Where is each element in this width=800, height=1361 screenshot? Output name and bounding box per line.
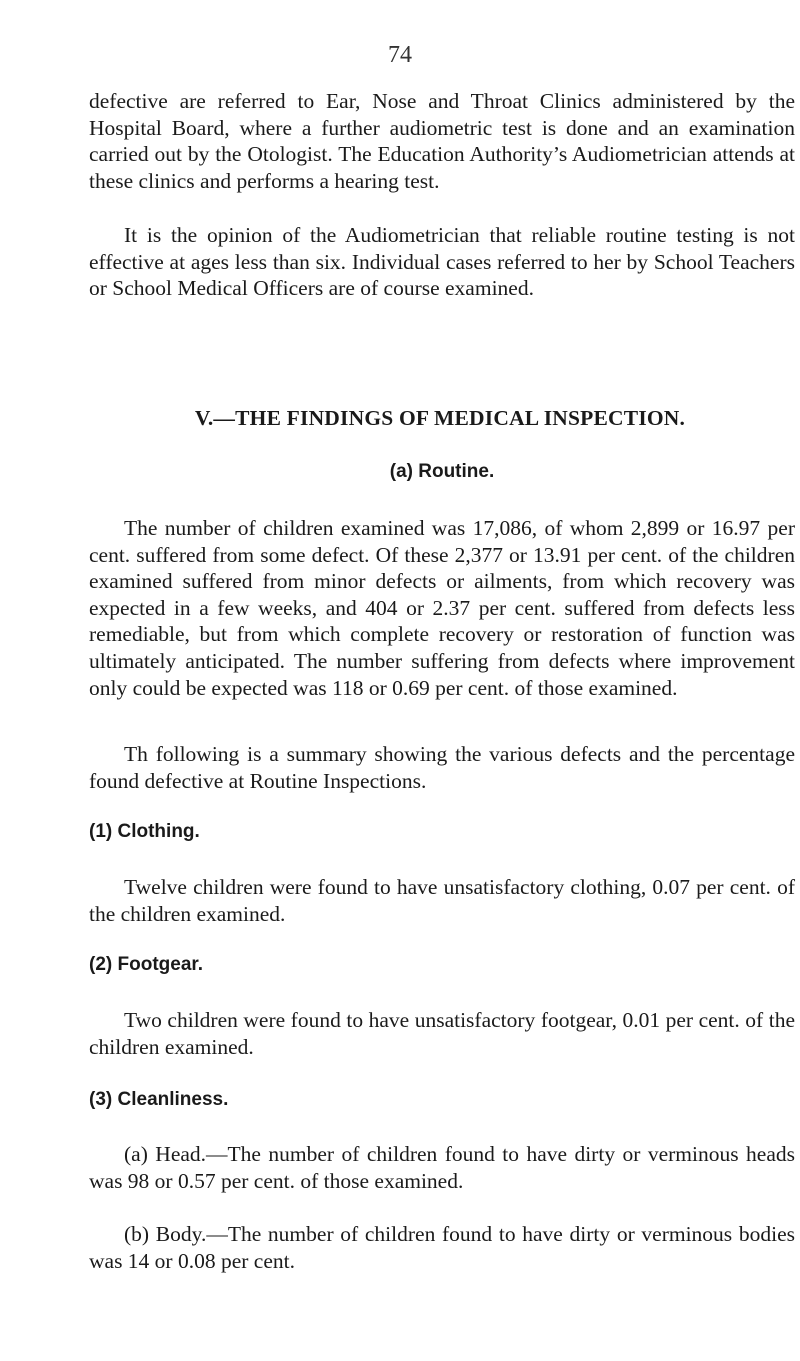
summary-intro-paragraph: Th following is a summary showing the various defects and the percentage found defective at Routine Inspections.: [89, 742, 795, 793]
intro-paragraph-2: It is the opinion of the Audiometrician that reliable routine testing is not effective at ages less than six. Individual cases referred to her by School Teachers or School Medical Officers are of course examined.: [89, 223, 795, 301]
section-subtitle: (a) Routine.: [389, 461, 495, 482]
section-title: V.—THE FINDINGS OF MEDICAL INSPECTION.: [194, 406, 686, 430]
cleanliness-heading: (3) Cleanliness.: [89, 1089, 229, 1110]
routine-paragraph: The number of children examined was 17,086, of whom 2,899 or 16.97 per cent. suffered from some defect. Of these 2,377 or 13.91 per cent. of the children examined suffered from minor defects or ailments, from which recovery was expected in a few weeks, and 404 or 2.37 per cent. suffered from defects less remediable, but from which complete recovery or restoration of function was ultimately anticipated. The number suffering from defects where improvement only could be expected was 118 or 0.69 per cent. of those examined.: [89, 516, 795, 700]
clothing-paragraph: Twelve children were found to have unsatisfactory clothing, 0.07 per cent. of the children examined.: [89, 875, 795, 926]
clothing-heading: (1) Clothing.: [89, 821, 200, 842]
footgear-paragraph: Two children were found to have unsatisfactory footgear, 0.01 per cent. of the children examined.: [89, 1008, 795, 1059]
footgear-heading: (2) Footgear.: [89, 954, 204, 975]
cleanliness-head-paragraph: (a) Head.—The number of children found to have dirty or verminous heads was 98 or 0.57 per cent. of those examined.: [89, 1142, 795, 1193]
intro-paragraph-1: defective are referred to Ear, Nose and Throat Clinics administered by the Hospital Board, where a further audiometric test is done and an examination carried out by the Otologist. The Education Authority’s Audiometrician attends at these clinics and performs a hearing test.: [89, 89, 795, 193]
page-number: 74: [388, 42, 412, 68]
cleanliness-body-paragraph: (b) Body.—The number of children found to have dirty or verminous bodies was 14 or 0.08 per cent.: [89, 1222, 795, 1273]
